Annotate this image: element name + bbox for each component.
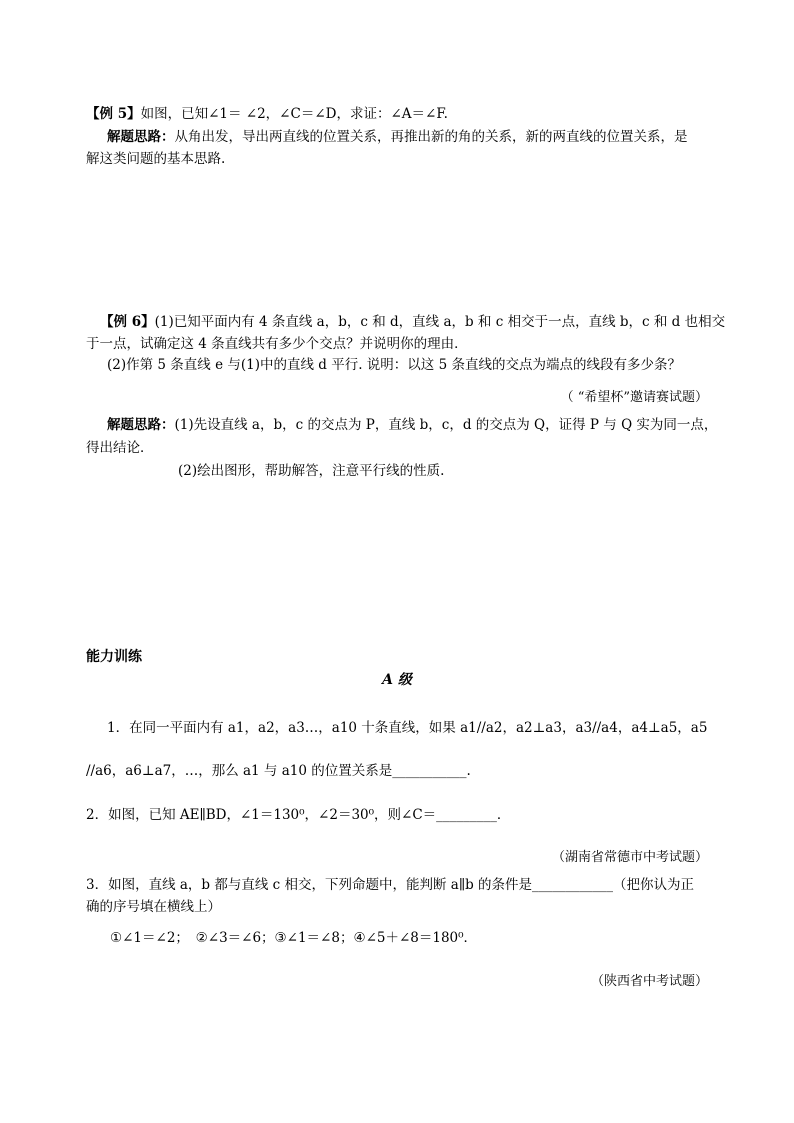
section-title: 能力训练 xyxy=(86,649,142,665)
ex6-line-1 xyxy=(100,313,725,331)
q1-line-2: //a6，a6⊥a7，…，那么 a1 与 a10 的位置关系是___________. xyxy=(86,763,471,779)
ex5-tip-label: 解题思路： xyxy=(107,129,175,145)
ex5-stem-line xyxy=(86,105,448,123)
ex6-line-3: (2)作第 5 条直线 e 与(1)中的直线 d 平行. 说明：以这 5 条直线的交点为端点的线段有多少条？ xyxy=(107,357,681,373)
ex5-label: 【例 5】 xyxy=(86,106,141,122)
ex6-tip-line-2: 得出结论． xyxy=(86,440,154,456)
ex5-tip-text-1: 从角出发，导出两直线的位置关系，再推出新的角的关系，新的两直线的位置关系，是 xyxy=(174,129,688,145)
ex5-tip-line-1 xyxy=(107,128,688,146)
q3-options: ①∠1＝∠2； ②∠3＝∠6；③∠1＝∠8；④∠5＋∠8＝180⁰． xyxy=(110,930,478,946)
q3-source: （陕西省中考试题） xyxy=(590,974,708,989)
ex6-text-1: (1)已知平面内有 4 条直线 a，b，c 和 d，直线 a，b 和 c 相交于一点，直线 b，c 和 d 也相交 xyxy=(154,314,726,330)
q1-line-1: 1．在同一平面内有 a1，a2，a3…，a10 十条直线，如果 a1//a2，a2⊥a3，a3//a4，a4⊥a5，a5 xyxy=(107,720,708,736)
ex6-tip-text-1: (1)先设直线 a，b，c 的交点为 P，直线 b，c，d 的交点为 Q，证得 P 与 Q 实为同一点， xyxy=(174,417,718,433)
ex6-tip-line-3: (2)绘出图形，帮助解答，注意平行线的性质. xyxy=(178,463,445,479)
ex6-label: 【例 6】 xyxy=(100,314,155,330)
ex6-tip-label: 解题思路： xyxy=(107,417,175,433)
section-level: A 级 xyxy=(382,672,412,688)
ex6-line-2: 于一点，试确定这 4 条直线共有多少个交点？并说明你的理由． xyxy=(86,336,468,352)
q3-line-1: 3．如图，直线 a，b 都与直线 c 相交，下列命题中，能判断 a∥b 的条件是____________（把你认为正 xyxy=(86,877,695,893)
ex6-source: （ “希望杯”邀请赛试题） xyxy=(560,390,708,405)
ex5-tip-line-2: 解这类问题的基本思路. xyxy=(86,151,226,167)
ex5-stem: 如图，已知∠1＝ ∠2，∠C＝∠D，求证：∠A＝∠F. xyxy=(140,106,448,122)
q2-text: 2．如图，已知 AE∥BD，∠1＝130⁰，∠2＝30⁰，则∠C＝_________． xyxy=(86,807,511,823)
ex6-tip-line-1 xyxy=(107,416,717,434)
q3-line-2: 确的序号填在横线上） xyxy=(86,899,221,915)
q2-source: （湖南省常德市中考试题） xyxy=(551,850,708,865)
